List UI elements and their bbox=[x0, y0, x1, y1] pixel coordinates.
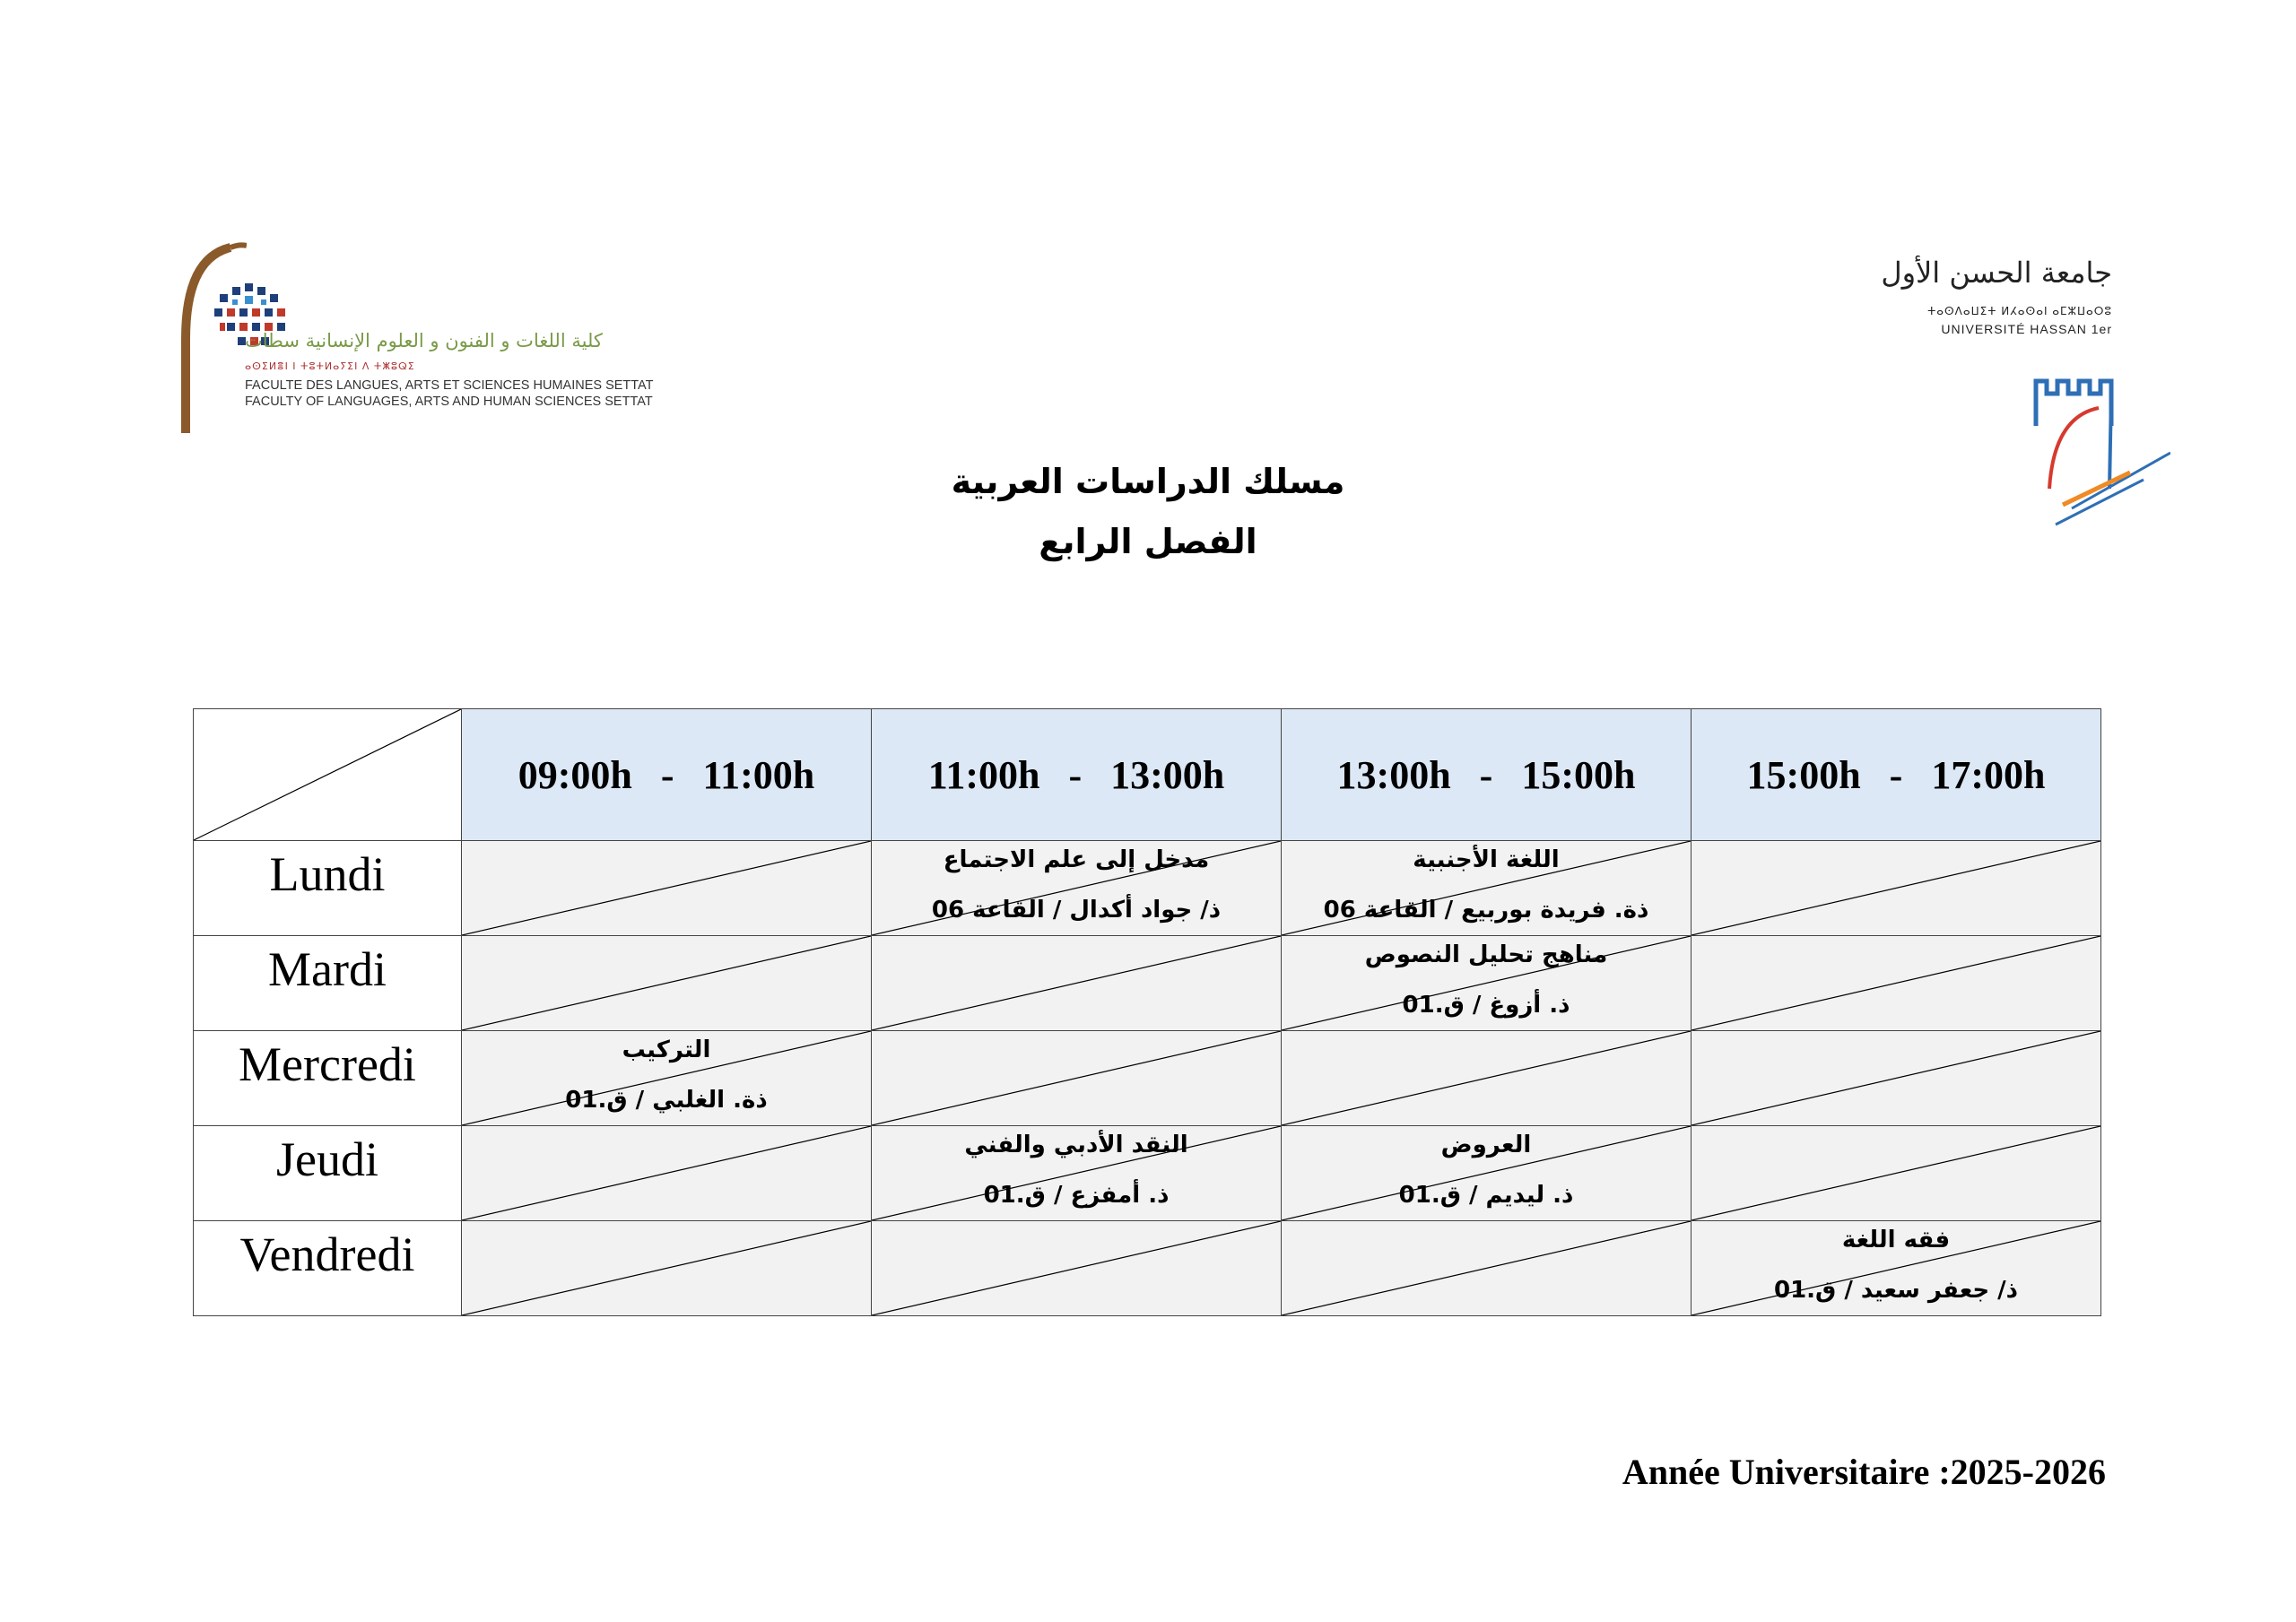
schedule-slot bbox=[462, 1221, 872, 1316]
professor-room: ذة. فريدة بوربيع / القاعة 06 bbox=[1323, 897, 1649, 924]
time-slot-header bbox=[462, 709, 872, 841]
schedule-slot bbox=[1692, 1126, 2101, 1221]
slot-diagonal bbox=[462, 936, 871, 1030]
slot-diagonal bbox=[1692, 1126, 2100, 1220]
faculty-logo bbox=[175, 240, 654, 438]
course-name: النقد الأدبي والفني bbox=[964, 1132, 1188, 1158]
slot-diagonal bbox=[462, 841, 871, 935]
day-cell bbox=[194, 1126, 462, 1221]
time-slot-end: 13:00h bbox=[1110, 752, 1225, 797]
time-slot-separator: - bbox=[1889, 752, 1903, 797]
time-slot-start: 15:00h bbox=[1746, 752, 1861, 797]
schedule-slot bbox=[1282, 841, 1692, 936]
schedule-slot bbox=[462, 1126, 872, 1221]
professor-room: ذ/ جواد أكدال / القاعة 06 bbox=[931, 897, 1222, 924]
day-row bbox=[194, 841, 2101, 936]
course-name: التركيب bbox=[622, 1037, 711, 1063]
professor-room: ذ. ليديم / ق.01 bbox=[1398, 1182, 1574, 1209]
faculty-name-arabic: كلية اللغات و الفنون و العلوم الإنسانية سطات bbox=[245, 330, 603, 351]
corner-cell bbox=[194, 709, 462, 841]
schedule-slot bbox=[462, 841, 872, 936]
program-title: مسلك الدراسات العربية bbox=[951, 462, 1345, 501]
slot-diagonal bbox=[1692, 936, 2100, 1030]
time-slot-header bbox=[1692, 709, 2101, 841]
professor-room: ذة. الغلبي / ق.01 bbox=[565, 1087, 768, 1114]
university-name-french: UNIVERSITÉ HASSAN 1er bbox=[1941, 322, 2112, 336]
time-slot-separator: - bbox=[660, 752, 674, 797]
professor-room: ذ. أمفزع / ق.01 bbox=[983, 1182, 1170, 1209]
time-slot-separator: - bbox=[1068, 752, 1083, 797]
course-name: العروض bbox=[1440, 1132, 1532, 1158]
time-slot-start: 13:00h bbox=[1336, 752, 1451, 797]
course-name: مناهج تحليل النصوص bbox=[1364, 941, 1608, 968]
day-label: Lundi bbox=[269, 847, 386, 901]
day-row bbox=[194, 1031, 2101, 1126]
professor-room: ذ/ جعفر سعيد / ق.01 bbox=[1773, 1277, 2019, 1304]
day-cell bbox=[194, 1031, 462, 1126]
faculty-name-french: FACULTE DES LANGUES, ARTS ET SCIENCES HUMAINES SETTAT bbox=[245, 378, 654, 393]
slot-diagonal bbox=[1692, 841, 2100, 935]
semester-title: الفصل الرابع bbox=[1039, 522, 1257, 561]
schedule-table bbox=[193, 708, 2101, 1316]
professor-room: ذ. أزوغ / ق.01 bbox=[1402, 992, 1570, 1019]
slot-diagonal bbox=[872, 936, 1281, 1030]
time-header-row bbox=[194, 709, 2101, 841]
course-name: فقه اللغة bbox=[1841, 1227, 1951, 1253]
day-row bbox=[194, 936, 2101, 1031]
time-slot-start: 11:00h bbox=[927, 752, 1040, 797]
slot-diagonal bbox=[462, 1221, 871, 1315]
schedule-slot bbox=[1282, 936, 1692, 1031]
schedule-slot bbox=[1282, 1221, 1692, 1316]
time-slot-end: 17:00h bbox=[1931, 752, 2046, 797]
faculty-name-tifinagh: ⴰⵙⵉⵍⴻⵏ ⵏ ⵜⵓⵜⵍⴰⵢⵉⵏ ⴷ ⵜⵥⵓⵕⵉ bbox=[245, 360, 415, 372]
schedule-slot bbox=[1282, 1031, 1692, 1126]
university-name-arabic: جامعة الحسن الأول bbox=[1881, 256, 2112, 290]
time-slot-end: 15:00h bbox=[1521, 752, 1636, 797]
day-cell bbox=[194, 936, 462, 1031]
schedule-slot bbox=[1692, 936, 2101, 1031]
schedule-slot bbox=[1692, 1031, 2101, 1126]
academic-year: Année Universitaire :2025-2026 bbox=[1622, 1452, 2106, 1492]
course-name: اللغة الأجنبية bbox=[1413, 846, 1560, 873]
schedule-slot bbox=[1692, 1221, 2101, 1316]
time-slot-end: 11:00h bbox=[702, 752, 815, 797]
time-slot-separator: - bbox=[1479, 752, 1493, 797]
corner-diagonal bbox=[194, 709, 461, 840]
day-label: Jeudi bbox=[276, 1132, 378, 1186]
time-slot-header bbox=[872, 709, 1282, 841]
time-slot-start: 09:00h bbox=[517, 752, 632, 797]
slot-diagonal bbox=[1692, 1031, 2100, 1125]
schedule-slot bbox=[1282, 1126, 1692, 1221]
schedule-slot bbox=[872, 1221, 1282, 1316]
university-logo bbox=[1883, 256, 2152, 551]
day-cell bbox=[194, 1221, 462, 1316]
schedule-slot bbox=[462, 1031, 872, 1126]
schedule-slot bbox=[872, 1126, 1282, 1221]
day-row bbox=[194, 1221, 2101, 1316]
day-cell bbox=[194, 841, 462, 936]
schedule-slot bbox=[462, 936, 872, 1031]
schedule-slot bbox=[872, 936, 1282, 1031]
slot-diagonal bbox=[872, 1031, 1281, 1125]
schedule-slot bbox=[872, 841, 1282, 936]
schedule-slot bbox=[1692, 841, 2101, 936]
faculty-name-english: FACULTY OF LANGUAGES, ARTS AND HUMAN SCIENCES SETTAT bbox=[245, 395, 653, 409]
university-name-tifinagh: ⵜⴰⵙⴷⴰⵡⵉⵜ ⵍⵃⴰⵙⴰⵏ ⴰⵎⵣⵡⴰⵔⵓ bbox=[1927, 305, 2112, 317]
time-slot-header bbox=[1282, 709, 1692, 841]
course-name: مدخل إلى علم الاجتماع bbox=[943, 846, 1210, 873]
day-label: Mardi bbox=[268, 942, 387, 996]
day-label: Mercredi bbox=[239, 1037, 416, 1091]
slot-diagonal bbox=[872, 1221, 1281, 1315]
slot-diagonal bbox=[1282, 1221, 1691, 1315]
slot-diagonal bbox=[1282, 1031, 1691, 1125]
slot-diagonal bbox=[462, 1126, 871, 1220]
day-row bbox=[194, 1126, 2101, 1221]
day-label: Vendredi bbox=[239, 1227, 415, 1281]
schedule-slot bbox=[872, 1031, 1282, 1126]
